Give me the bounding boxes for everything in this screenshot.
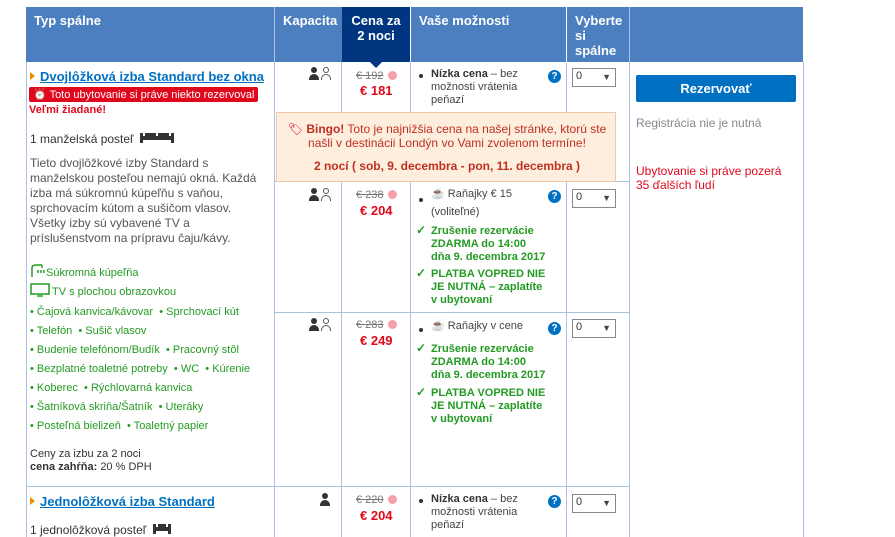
header-options: Vaše možnosti	[411, 7, 566, 62]
info-icon[interactable]: ?	[548, 322, 561, 335]
tv-facility: TV s plochou obrazovkou	[30, 283, 176, 298]
free-cancellation: Zrušenie rezervácie	[431, 343, 534, 355]
header-room-type: Typ spálne	[26, 7, 274, 62]
capacity-two-adults-icon	[309, 188, 333, 202]
room-quantity-select[interactable]: 0 ▼	[572, 319, 616, 338]
tv-icon	[30, 283, 52, 297]
breakfast-optional: (voliteľné)	[431, 206, 480, 218]
sort-indicator	[370, 62, 382, 68]
rate-condition: Nízka cena – bez	[431, 493, 518, 505]
grid-line	[803, 62, 804, 537]
discount-dot-icon	[388, 71, 397, 80]
info-icon[interactable]: ?	[548, 70, 561, 83]
coffee-cup-icon: ☕	[431, 188, 445, 200]
chevron-down-icon: ▼	[602, 72, 611, 82]
discount-dot-icon	[388, 190, 397, 199]
check-icon: ✓	[416, 266, 427, 280]
rate-condition-line: peňazí	[431, 519, 465, 531]
info-icon[interactable]: ?	[548, 190, 561, 203]
breakfast-option: ☕ Raňajky v cene	[431, 320, 523, 332]
facility-row: • Budenie telefónom/Budík • Pracovný stôl	[30, 344, 239, 356]
no-prepayment-line: JE NUTNÁ – zaplatíte	[431, 281, 543, 293]
discounted-price: € 204	[360, 203, 393, 218]
facility-row: • Bezplatné toaletné potreby • WC • Kúrenie	[30, 363, 251, 375]
rate-condition-line: peňazí	[431, 94, 465, 106]
room-arrow-icon	[30, 72, 35, 80]
high-demand-label: Veľmi žiadané!	[29, 104, 106, 116]
alarm-clock-icon: ⏰	[33, 89, 47, 101]
breakfast-option: ☕ Raňajky € 15	[431, 188, 512, 200]
chevron-down-icon: ▼	[602, 323, 611, 333]
discounted-price: € 204	[360, 508, 393, 523]
header-price[interactable]: Cena za 2 noci	[342, 7, 410, 62]
free-cancellation-line: dňa 9. decembra 2017	[431, 251, 546, 263]
tooltip-message: 🏷 Bingo! Toto je najnižšia cena na našej stránke, ktorú ste	[287, 122, 607, 136]
registration-note: Registrácia nie je nutná	[636, 116, 762, 130]
bullet	[419, 74, 423, 78]
capacity-one-adult-icon	[320, 493, 332, 507]
bathroom-facility: Súkromná kúpeľňa	[30, 264, 139, 279]
discount-dot-icon	[388, 320, 397, 329]
chevron-down-icon: ▼	[602, 193, 611, 203]
original-price: € 220	[356, 494, 384, 506]
discounted-price: € 181	[360, 83, 393, 98]
capacity-two-adults-icon	[309, 318, 333, 332]
tooltip-dates: 2 nocí ( sob, 9. decembra - pon, 11. decembra )	[313, 159, 581, 173]
urgent-badge: ⏰ Toto ubytovanie si práve niekto rezervoval	[29, 87, 258, 102]
free-cancellation-line: dňa 9. decembra 2017	[431, 369, 546, 381]
room1-description: Tieto dvojlôžkové izby Standard s manželskou posteľou nemajú okná. Každá izba má súkromnú kúpeľňu s vaňou, sprchovacím kútom a sušičom vlasov. Všetky izby sú vybavené TV a príslušenstvom na prípravu čaju/kávy.	[30, 156, 257, 245]
capacity-two-adults-icon	[309, 67, 333, 81]
original-price: € 192	[356, 70, 384, 82]
facility-row: • Posteľná bielizeň • Toaletný papier	[30, 420, 209, 432]
vat-note: cena zahŕňa: 20 % DPH	[30, 461, 152, 473]
bullet	[419, 328, 423, 332]
grid-line	[26, 62, 27, 537]
viewing-count: Ubytovanie si práve pozerá 35 ďalších ľudí	[636, 164, 782, 192]
discount-dot-icon	[388, 495, 397, 504]
info-icon[interactable]: ?	[548, 495, 561, 508]
header-capacity: Kapacita	[275, 7, 410, 62]
double-bed-icon	[139, 131, 175, 144]
single-bed-icon	[152, 522, 172, 535]
room-quantity-select[interactable]: 0 ▼	[572, 494, 616, 513]
room-arrow-icon	[30, 497, 35, 505]
price-note: Ceny za izbu za 2 noci	[30, 448, 141, 460]
no-prepayment-line: JE NUTNÁ – zaplatíte	[431, 400, 543, 412]
facility-row: • Čajová kanvica/kávovar • Sprchovací kút	[30, 306, 239, 318]
row-divider	[274, 312, 630, 313]
header-blank	[630, 7, 803, 62]
room1-title[interactable]: Dvojlôžková izba Standard bez okna	[40, 69, 264, 84]
header-select: Vyberte si spálne	[567, 7, 629, 62]
tag-icon: 🏷	[287, 122, 303, 136]
free-cancellation-line: ZDARMA do 14:00	[431, 238, 526, 250]
no-prepayment: PLATBA VOPRED NIE	[431, 268, 546, 280]
coffee-cup-icon: ☕	[431, 320, 445, 332]
facility-row: • Koberec • Rýchlovarná kanvica	[30, 382, 193, 394]
shower-icon	[30, 264, 46, 278]
lowest-price-tooltip	[276, 112, 616, 182]
room-quantity-select[interactable]: 0 ▼	[572, 68, 616, 87]
rate-condition-line: možnosti vrátenia	[431, 506, 518, 518]
rate-condition-line: možnosti vrátenia	[431, 81, 518, 93]
no-prepayment: PLATBA VOPRED NIE	[431, 387, 546, 399]
check-icon: ✓	[416, 385, 427, 399]
original-price: € 238	[356, 189, 384, 201]
room-quantity-select[interactable]: 0 ▼	[572, 189, 616, 208]
row-divider	[26, 486, 630, 487]
discounted-price: € 249	[360, 333, 393, 348]
check-icon: ✓	[416, 341, 427, 355]
tooltip-message-line: našli v destinácii Londýn vo Vami zvolenom termíne!	[308, 136, 586, 150]
bed-info: 1 jednolôžková posteľ	[30, 522, 172, 537]
no-prepayment-line: v ubytovaní	[431, 413, 493, 425]
reserve-button[interactable]: Rezervovať	[636, 75, 796, 102]
facility-row: • Šatníková skriňa/Šatník • Uteráky	[30, 401, 204, 413]
grid-line	[629, 7, 630, 537]
bullet	[419, 499, 423, 503]
free-cancellation: Zrušenie rezervácie	[431, 225, 534, 237]
chevron-down-icon: ▼	[602, 498, 611, 508]
no-prepayment-line: v ubytovaní	[431, 294, 493, 306]
room2-title[interactable]: Jednolôžková izba Standard	[40, 494, 215, 509]
grid-line	[274, 7, 275, 537]
bed-info: 1 manželská posteľ	[30, 131, 175, 147]
rate-condition: Nízka cena – bez	[431, 68, 518, 80]
facility-row: • Telefón • Sušič vlasov	[30, 325, 147, 337]
free-cancellation-line: ZDARMA do 14:00	[431, 356, 526, 368]
bullet	[419, 198, 423, 202]
original-price: € 283	[356, 319, 384, 331]
check-icon: ✓	[416, 223, 427, 237]
